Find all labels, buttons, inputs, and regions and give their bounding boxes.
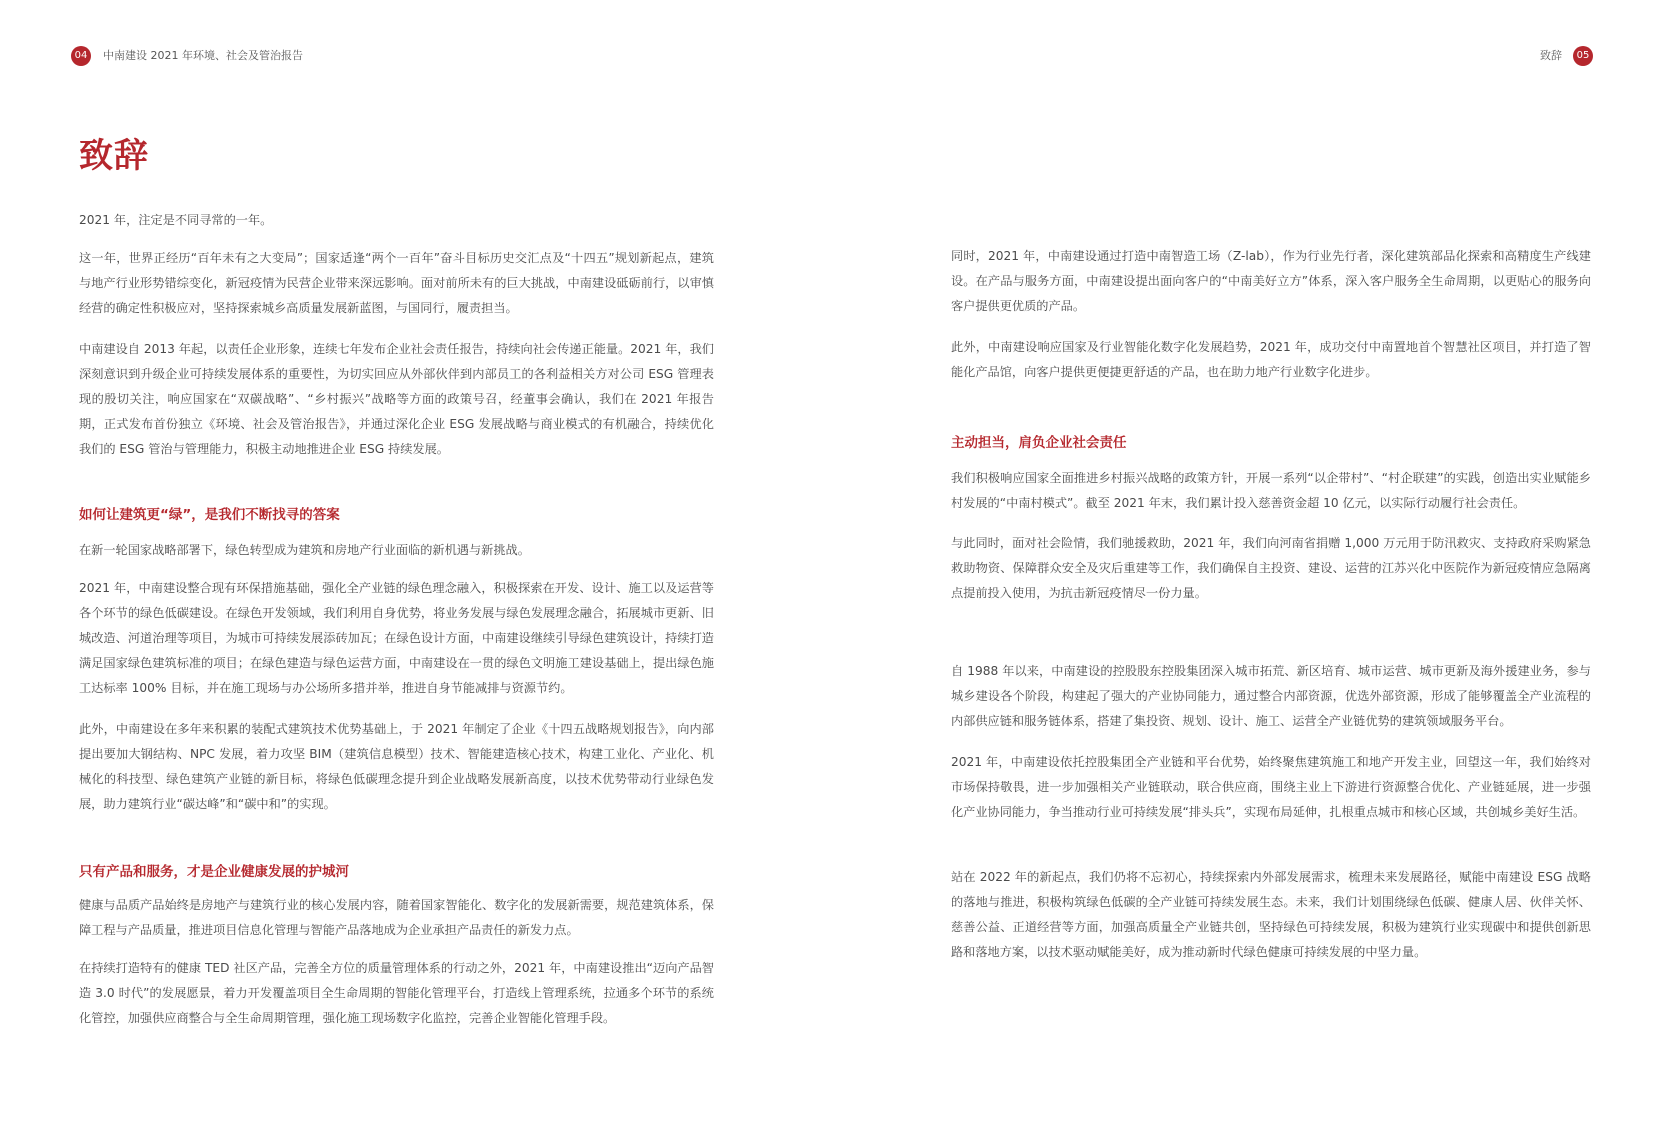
right-page-number: 05 [1573,46,1593,66]
section-heading-social-responsibility: 主动担当，肩负企业社会责任 [951,435,1127,451]
paragraph: 此外，中南建设响应国家及行业智能化数字化发展趋势，2021 年，成功交付中南置地首个智慧社区项目，并打造了智能化产品馆，向客户提供更便捷更舒适的产品，也在助力地产行业数字化进步。 [951,340,1591,379]
page-title: 致辞 [79,136,149,176]
paragraph: 健康与品质产品始终是房地产与建筑行业的核心发展内容，随着国家智能化、数字化的发展新需要，规范建筑体系，保障工程与产品质量，推进项目信息化管理与智能产品落地成为企业承担产品责任的新发力点。 [79,898,714,937]
section-heading-green-building: 如何让建筑更“绿”，是我们不断找寻的答案 [79,507,340,523]
left-running-title: 中南建设 2021 年环境、社会及管治报告 [103,49,303,62]
paragraph: 在持续打造特有的健康 TED 社区产品，完善全方位的质量管理体系的行动之外，2021 年，中南建设推出“迈向产品智造 3.0 时代”的发展愿景，着力开发覆盖项目全生命周期的智能化管理平台，打造线上管理系统，拉通多个环节的系统化管控，加强供应商整合与全生命周期管理，强化施工现场数字化监控，完善企业智能化管理手段。 [79,961,714,1025]
left-page-number: 04 [71,46,91,66]
paragraph: 与此同时，面对社会险情，我们驰援救助，2021 年，我们向河南省捐赠 1,000 万元用于防汛救灾、支持政府采购紧急救助物资、保障群众安全及灾后重建等工作，我们确保自主投资、建设、运营的江苏兴化中医院作为新冠疫情应急隔离点提前投入使用，为抗击新冠疫情尽一份力量。 [951,536,1591,600]
paragraph-intro: 2021 年，注定是不同寻常的一年。 [79,213,273,227]
paragraph: 自 1988 年以来，中南建设的控股股东控股集团深入城市拓荒、新区培育、城市运营、城市更新及海外援建业务，参与城乡建设各个阶段，构建起了强大的产业协同能力，通过整合内部资源，优选外部资源，形成了能够覆盖全产业流程的内部供应链和服务链体系，搭建了集投资、规划、设计、施工、运营全产业链优势的建筑领域服务平台。 [951,664,1591,728]
paragraph: 中南建设自 2013 年起，以责任企业形象，连续七年发布企业社会责任报告，持续向社会传递正能量。2021 年，我们深刻意识到升级企业可持续发展体系的重要性，为切实回应从外部伙伴到内部员工的各利益相关方对公司 ESG 管理表现的殷切关注，响应国家在“双碳战略”、“乡村振兴”战略等方面的政策号召，经董事会确认，我们在 2021 年报告期，正式发布首份独立《环境、社会及管治报告》，并通过深化企业 ESG 发展战略与商业模式的有机融合，持续优化我们的 ESG 管治与管理能力，积极主动地推进企业 ESG 持续发展。 [79,342,714,456]
paragraph: 2021 年，中南建设依托控股集团全产业链和平台优势，始终聚焦建筑施工和地产开发主业，回望这一年，我们始终对市场保持敬畏，进一步加强相关产业链联动，联合供应商，围绕主业上下游进行资源整合优化、产业链延展，进一步强化产业协同能力，争当推动行业可持续发展“排头兵”，实现布局延伸，扎根重点城市和核心区域，共创城乡美好生活。 [951,755,1591,819]
paragraph: 这一年，世界正经历“百年未有之大变局”；国家适逢“两个一百年”奋斗目标历史交汇点及“十四五”规划新起点，建筑与地产行业形势错综变化，新冠疫情为民营企业带来深远影响。面对前所未有的巨大挑战，中南建设砥砺前行，以审慎经营的确定性积极应对，坚持探索城乡高质量发展新蓝图，与国同行，履责担当。 [79,251,714,315]
paragraph: 同时，2021 年，中南建设通过打造中南智造工场（Z-lab），作为行业先行者，深化建筑部品化探索和高精度生产线建设。在产品与服务方面，中南建设提出面向客户的“中南美好立方”体系，深入客户服务全生命周期，以更贴心的服务向客户提供更优质的产品。 [951,249,1591,313]
paragraph: 我们积极响应国家全面推进乡村振兴战略的政策方针，开展一系列“以企带村”、“村企联建”的实践，创造出实业赋能乡村发展的“中南村模式”。截至 2021 年末，我们累计投入慈善资金超 10 亿元，以实际行动履行社会责任。 [951,471,1591,510]
paragraph: 2021 年，中南建设整合现有环保措施基础，强化全产业链的绿色理念融入，积极探索在开发、设计、施工以及运营等各个环节的绿色低碳建设。在绿色开发领域，我们利用自身优势，将业务发展与绿色发展理念融合，拓展城市更新、旧城改造、河道治理等项目，为城市可持续发展添砖加瓦；在绿色设计方面，中南建设继续引导绿色建筑设计，持续打造满足国家绿色建筑标准的项目；在绿色建造与绿色运营方面，中南建设在一贯的绿色文明施工建设基础上，提出绿色施工达标率 100% 目标，并在施工现场与办公场所多措并举，推进自身节能减排与资源节约。 [79,581,714,695]
paragraph: 站在 2022 年的新起点，我们仍将不忘初心，持续探索内外部发展需求，梳理未来发展路径，赋能中南建设 ESG 战略的落地与推进，积极构筑绿色低碳的全产业链可持续发展生态。未来，我们计划围绕绿色低碳、健康人居、伙伴关怀、慈善公益、正道经营等方面，加强高质量全产业链共创，坚持绿色可持续发展，积极为建筑行业实现碳中和提供创新思路和落地方案，以技术驱动赋能美好，成为推动新时代绿色健康可持续发展的中坚力量。 [951,870,1591,959]
paragraph: 在新一轮国家战略部署下，绿色转型成为建筑和房地产行业面临的新机遇与新挑战。 [79,543,530,557]
right-running-title: 致辞 [1540,49,1562,62]
paragraph: 此外，中南建设在多年来积累的装配式建筑技术优势基础上，于 2021 年制定了企业《十四五战略规划报告》，向内部提出要加大钢结构、NPC 发展，着力攻坚 BIM（建筑信息模型）技术、智能建造核心技术，构建工业化、产业化、机械化的科技型、绿色建筑产业链的新目标，将绿色低碳理念提升到企业战略发展新高度，以技术优势带动行业绿色发展，助力建筑行业“碳达峰”和“碳中和”的实现。 [79,722,714,811]
section-heading-products-services: 只有产品和服务，才是企业健康发展的护城河 [79,864,349,880]
